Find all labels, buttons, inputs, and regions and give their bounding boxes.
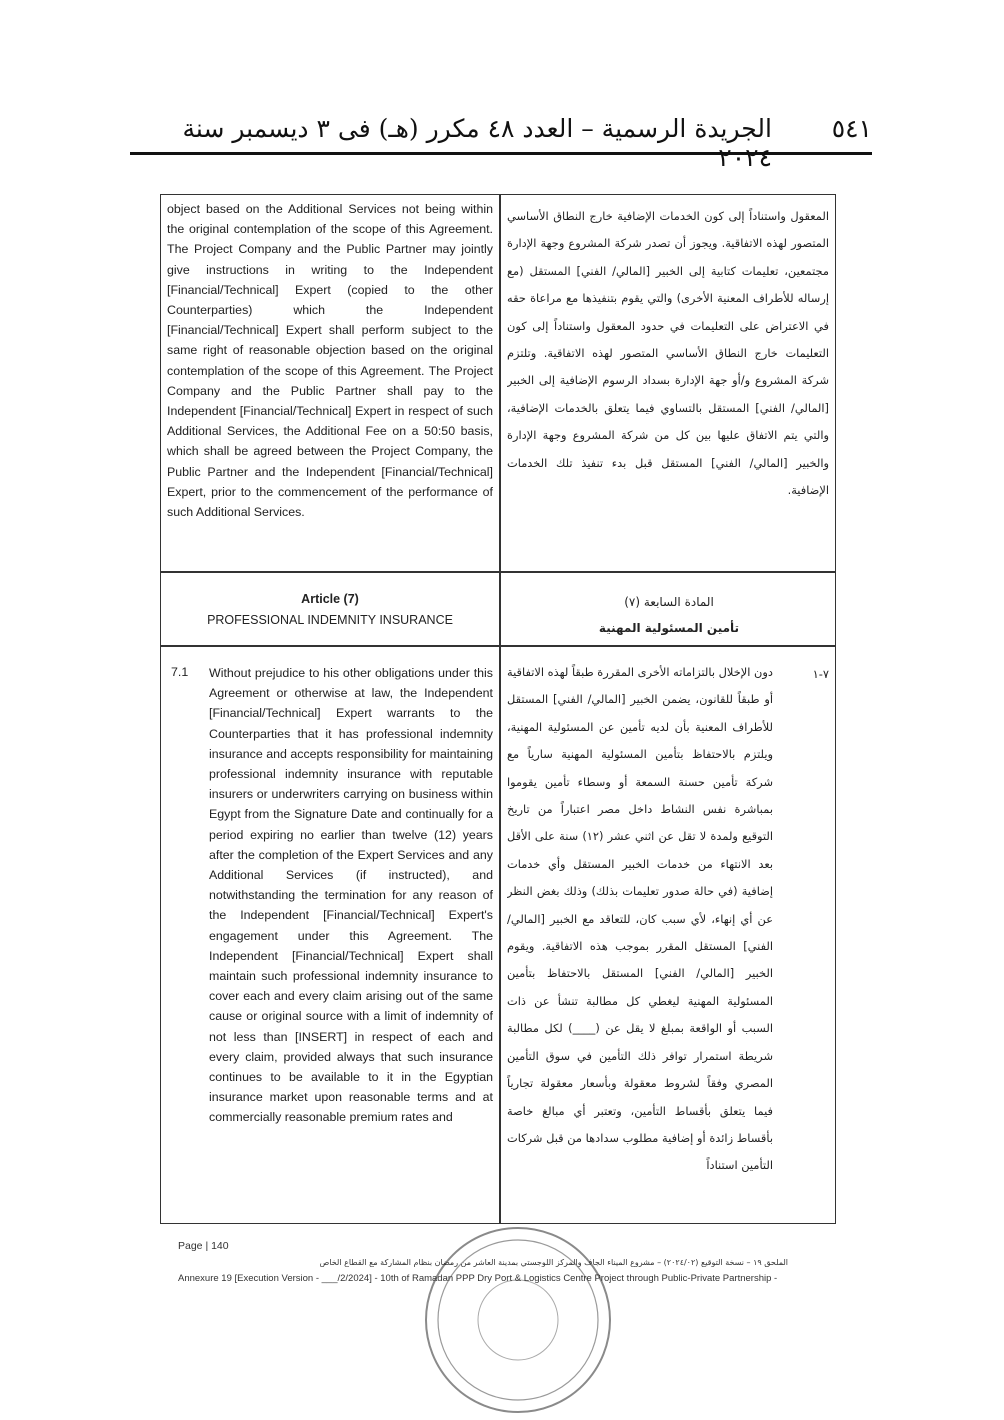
gazette-title: الجريدة الرسمية – العدد ٤٨ مكرر (هـ) فى ٣ ديسمبر سنة ٢٠٢٤ bbox=[182, 114, 772, 172]
article-title-en: PROFESSIONAL INDEMNITY INSURANCE bbox=[207, 613, 453, 627]
footer-annex-en: Annexure 19 [Execution Version - ___/2/2024] - 10th of Ramadan PPP Dry Port & Logistics Centre Project through Public-Private Partnership - bbox=[178, 1273, 778, 1284]
article-heading-en bbox=[161, 589, 499, 631]
article-title-ar: تأمين المسئولية المهنية bbox=[598, 621, 740, 635]
clause-number-ar: ٧-١ bbox=[812, 667, 829, 681]
clause-number-en: 7.1 bbox=[171, 665, 189, 679]
english-continuation-text: object based on the Additional Services not being within the original contemplation of the scope of this Agreement. The Project Company and the Public Partner may jointly give instructions in writing to the Independent [Financial/Technical] Expert (copied to the other Counterparties) which the Independent [Financial/Technical] Expert shall perform subject to the same right of reasonable objection based on the original contemplation of the scope of this Agreement. The Project Company and the Public Partner shall pay to the Independent [Financial/Technical] Expert in respect of such Additional Services, the Additional Fee on a 50:50 basis, which shall be agreed between the Project Company, the Public Partner and the Independent [Financial/Technical] Expert, prior to the commencement of the performance of such Additional Services. bbox=[167, 202, 493, 520]
article-heading-ar bbox=[501, 589, 837, 641]
arabic-continuation-text: المعقول واستناداً إلى كون الخدمات الإضافية خارج النطاق الأساسي المتصور لهذه الاتفاقية. ويجوز أن تصدر شركة المشروع وجهة الإدارة مجتمعين، تعليمات كتابية إلى الخبير [المالي/ الفني] المستقل (مع إرساله للأطراف المعنية الأخرى) والتي يقوم بتنفيذها مع مراعاة حقه في الاعتراض على التعليمات في حدود المعقول واستناداً إلى كون التعليمات خارج النطاق الأساسي المتصور لهذه الاتفاقية. وتلتزم شركة المشروع و/أو جهة الإدارة بسداد الرسوم الإضافية إلى الخبير [المالي/ الفني] المستقل بالتساوي فيما يتعلق بالخدمات الإضافية، والتي يتم الاتفاق عليها بين كل من شركة المشروع وجهة الإدارة والخبير [المالي/ الفني] المستقل قبل بدء تنفيذ تلك الخدمات الإضافية. bbox=[507, 209, 829, 498]
article-number-ar: المادة السابعة (٧) bbox=[624, 595, 714, 609]
gazette-header bbox=[130, 112, 872, 172]
clause-text-en: Without prejudice to his other obligations under this Agreement or otherwise at law, the Independent [Financial/Technical] Expert warrants to the Counterparties that it has professional indemnity insurance and accepts responsibility for maintaining professional indemnity insurance with reputable insurers or underwriters carrying on business within Egypt from the Signature Date and continually for a period expiring no earlier than twelve (12) years after the completion of the Expert Services and any Additional Services (if instructed), and notwithstanding the termination for any reason of the Independent [Financial/Technical] Expert's engagement under this Agreement. The Independent [Financial/Technical] Expert shall maintain such professional indemnity insurance to cover each and every claim arising out of the same cause or original source with a limit of indemnity of not less than [INSERT] in respect of each and every claim, provided always that such insurance continues to be available to it in the Egyptian insurance market upon reasonable terms and at commercially reasonable premium rates and bbox=[209, 666, 493, 1125]
article-number-en: Article (7) bbox=[301, 592, 359, 606]
official-seal-icon bbox=[418, 1220, 618, 1420]
bilingual-table bbox=[160, 194, 836, 1224]
footer-page-number: Page | 140 bbox=[178, 1240, 229, 1252]
footer-annex-ar: الملحق ١٩ – نسخة التوقيع (٢٠٢٤/٠٢) – مشروع الميناء الجاف والمركز اللوجستي بمدينة العاشر من رمضان بنظام المشاركة مع القطاع الخاص bbox=[319, 1258, 788, 1267]
clause-text-ar: دون الإخلال بالتزاماته الأخرى المقررة طبقاً لهذه الاتفاقية أو طبقاً للقانون، يضمن الخبير [المالي/ الفني] المستقل للأطراف المعنية بأن لديه تأمين عن المسئولية المهنية، ويلتزم بالاحتفاظ بتأمين المسئولية المهنية سارياً مع شركة تأمين حسنة السمعة أو وسطاء تأمين يقوموا بمباشرة نفس النشاط داخل مصر اعتباراً من تاريخ التوقيع ولمدة لا تقل عن اثني عشر (١٢) سنة على الأقل بعد الانتهاء من خدمات الخبير المستقل وأي خدمات إضافية (في حالة صدور تعليمات بذلك) وذلك بغض النظر عن أي إنهاء، لأي سبب كان، للتعاقد مع الخبير [المالي/ الفني] المستقل المقرر بموجب هذه الاتفاقية. ويقوم الخبير [المالي/ الفني] المستقل بالاحتفاظ بتأمين المسئولية المهنية ليغطي كل مطالبة تنشأ عن ذات السبب أو الواقعة بمبلغ لا يقل عن (____) لكل مطالبة شريطة استمرار توافر ذلك التأمين في سوق التأمين المصري وفقاً لشروط معقولة وبأسعار معقولة تجارياً فيما يتعلق بأقساط التأمين، وتعتبر أي مبالغ خاصة بأقساط زائدة أو إضافية مطلوب سدادها من قبل شركات التأمين استناداً bbox=[507, 665, 773, 1173]
row-divider bbox=[161, 571, 835, 573]
gazette-page-number: ٥٤١ bbox=[831, 114, 872, 143]
column-divider bbox=[499, 195, 501, 1223]
row-divider bbox=[161, 645, 835, 647]
